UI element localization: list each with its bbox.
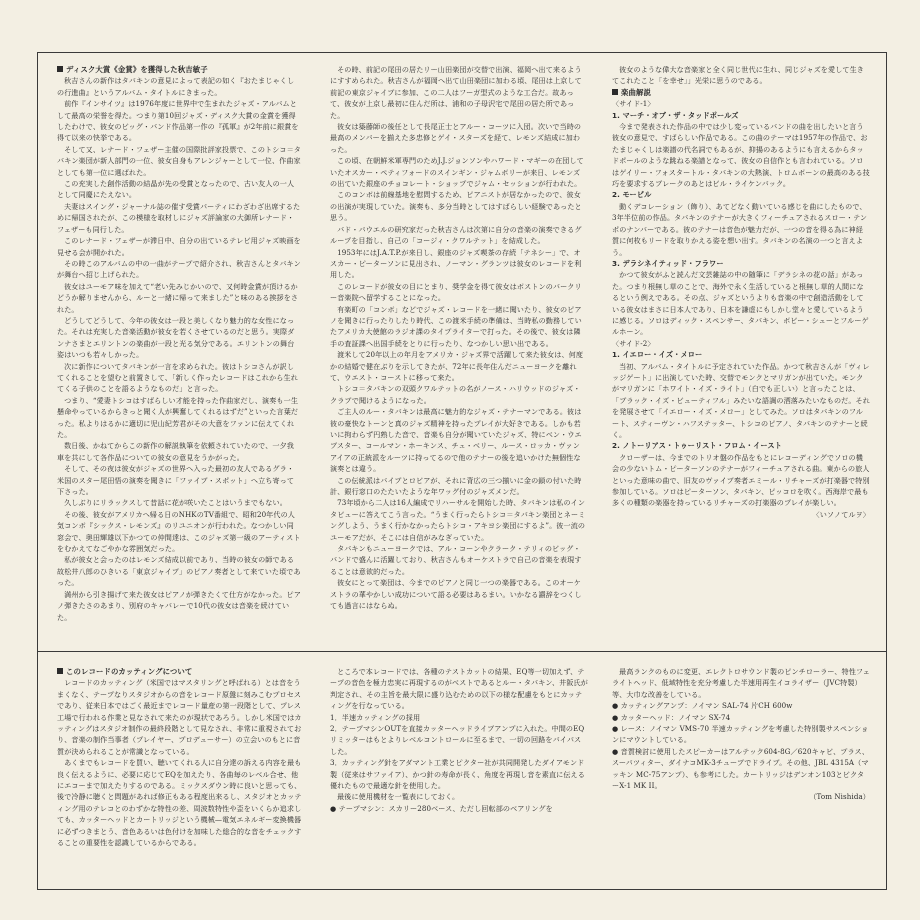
side-2-label: 〈サイド-2〉 [612, 338, 655, 348]
paragraph: 彼女は築藤師の後任として長尾正士とアルー・コーツに入団。次いで当時の最高のメンバーを揃えた多忠修とゲイ・スターズを経て、レモンズ結成に加わった。 [330, 122, 582, 154]
paragraph: 最高ランクのものに変更、エレクトロサウンド製のピンチローラー、特性フェライトヘッド、低域特性を充分考慮した半速用再生イコライザー（JVC特製）等、大巾な改善をしている。 [612, 667, 870, 699]
equipment-item: ● カッターヘッド：ノイマン SX-74 [612, 712, 731, 722]
paragraph: ところで本レコードでは、各種のテストカットの結果、EQ等一切加えず、テープの音色を極力忠実に再現するのがベストであるとルー・タバキン、井阪氏が判定され、その主旨を最大限に盛り込むための以下の様な配慮をもとにカッティングを行なっている。 [330, 667, 588, 711]
paragraph: 73年頃から二人は16人編成でリハーサルを開始した時、タバキンは私のインタビューに答えてこう言った。“うまく行ったらトシコ＝タバキン楽団とネーミングしよう、うまく行かなかったらトシコ・アキヨシ楽団にするよ”。彼一流のユーモアだが、そこには自信がみなぎっていた。 [330, 498, 586, 542]
paragraph: 1953年にはJ.A.T.P.が来日し、銀座のジャズ喫茶の存続「テネシー」で、オスカー・ピーターソンに見出され、ノーマン・グランツは彼女のレコードを利用した。 [330, 247, 582, 280]
paragraph: 満州から引き揚げて来た彼女はピアノが弾きたくて仕方がなかった。ピアノ弾きたさのあまり、別府のキャバレーで10代の彼女は音楽を続けていた。 [57, 589, 301, 622]
paragraph: タバキンもニューヨークでは、アル・コーンやクラーク・テリィのビッグ・バンドで盛んに活躍しており、秋吉さんもオーケストラで自己の音楽を表現することは意欲的だった。 [330, 544, 582, 576]
author-signature: 〈いソノてルヲ〉 [812, 509, 870, 519]
track-title: 3. デラシネイティッド・フラワー [612, 258, 724, 268]
track-title: 2. モービル [612, 190, 652, 200]
paragraph: このレナード・フェザーが滞日中、自分の出ているテレビ用ジャズ映画を見せる会が開かれた。 [57, 236, 301, 257]
paragraph: 最後に使用機材を一覧表にしておく。 [337, 792, 460, 802]
paragraph: 彼女のような偉大な音楽家と全く同じ世代に生れ、同じジャズを愛して生きてこれたこと「を幸せ」」光栄に思うのである。 [612, 65, 864, 86]
track-description: クローザーは、今までのトリオ盤の作品をもとにレコーディングでソロの機会の少ないトム・ピーターソンのテナーがフィーチュアされる曲。東からの旅人といった意味の曲で、旧友のヴァイブ奏者エミール・リチャーズが打楽器で特別参加している。ソロはピーターソン、タバキン、ピッコロを吹く。西海岸で最も多くの種類の楽器を持っているリチャーズの打楽器のプレイが楽しい。 [612, 452, 870, 508]
square-bullet-icon [57, 668, 63, 674]
paragraph: 有楽町の「コンボ」などでジャズ・レコードを一緒に聞いたり、彼女のピアノを聞きに行ったりしたり時代、この渡米手続の準備は、当時私の勤務していたアメリカ大使館のラジオ課のタイプライターで打った。その後で、彼女は隣手の査証課へ出国手続をとりに行ったり、なつかしい思い出である。 [330, 304, 582, 348]
cutting-method-list [330, 712, 588, 792]
equipment-item: ● 音質検討に使用したスピーカーはアルテック604-8G／620キャビ、プラス、スーパツィター、ダイナコMK-3チューブでドライブ。その他、JBL 4315A（マッキン MC-75アンプ）、も参考にした。カートリッジはデンオン103とビクターX-1 MK II。 [612, 746, 870, 791]
list-item: 3．カッティング針をアダマント工業とピクター社が共同開発したダイアモンド製（従来はサファイア）、かつ針の寿命が長く、角度を再現し音を素直に伝える優れたもので最適な針を使用した。 [330, 758, 585, 791]
paragraph: 久しぶりにリラックスして昔話に花が咲いたことはいうまでもない。 [64, 498, 287, 508]
paragraph: 私が彼女と会ったのはレモンズ結成以前であり、当時の彼女の師である故松井八郎のひきいる「東京ジャイブ」のピアノ奏者として来ていた頃であった。 [57, 555, 301, 588]
paragraph: 次に新作についてタバキンが一言を求められた。彼はトシコさんが訳してくれることを望むと前置きして、「新しく作ったレコードはこれから生れてくる子供のことを語るようなものだ」と言った。 [57, 361, 298, 394]
side-1-label: 〈サイド-1〉 [612, 99, 655, 109]
track-description: かつて彼女がふと読んだ文芸雑誌の中の随筆に「デラシネの花の話」があった。つまり根無し草のことで、海外で永く生活していると根無し草的人間になるという例えである。その点、ジャズというよりも音楽の中で創造活動をしている彼女はまさに日本人であり、日本を謙虚にもしかし堂々と愛しているように感じる。ソロはディック・スペンサー、タバキン、ボビー・シューとフルーゲルホーン。 [612, 270, 869, 337]
track-description: 動くデコレーション（飾り）、あてどなく動いている感じを曲にしたもので、3年半位前の作品。タバキンのテナーが大きくフィーチュアされるスロー・テンポのナンバーである。彼のテナーは音色が魅力だが、一つの音を得る為に神経質に何枚もリードを取りかえる姿を想い出す。タバキンの名演の一つと言えよう。 [612, 201, 868, 257]
paragraph: 夫妻はスイング・ジャーナル誌の催す受賞パーティにわざわざ出席するために帰国されたが、この模様を取材しにジャズ評論家の大御所レナード・フェザーも同行した。 [57, 201, 301, 234]
paragraph: 彼女にとって楽団は、今までのピアノと同じ一つの楽器である。このオーケストラの華やかしい成功について語る必要はあるまい。いかなる讃辞をつくしても過言にはならぬ。 [330, 578, 582, 611]
square-bullet-icon [612, 89, 618, 95]
paragraph: その時、前記の尾田の居たリー山田楽団が交替で出演、福岡へ出て来るようにすすめられた。秋吉さんが福岡へ出て山田楽団に加わる頃、尾田は上京して前記の東京ジャイブに参加、この二人はフーガ型式のような工合だ。故あって、彼女が上京し最初に住んだ所は、浦和の子母沢宅で尾田の居た所であった。 [330, 65, 582, 120]
track-description: 今まで発表された作品の中では少し変っているバンドの曲を出したいと言う彼女の意見で、すばらしい作品である。この曲のテーマは1957年の作品で、おたまじゃくしは楽譜の代名詞でもあるが、抑揚のあるようにも言えるからタッドポールのような跳ねる楽譜となって、彼女の自信作とも言われている。ソロはゲイリー・フォスタートル・タバキンの大熱演、トロムボーンの最高のある技巧を要求するブレークのあとはビル・ライケンバック。 [612, 122, 870, 189]
paragraph: その時このアルバムの中の一曲がテープで紹介され、秋吉さんとタバキンが舞台へ招じ上げられた。 [57, 258, 301, 280]
equipment-item: ● テープマシン：スカリー280ベース、ただし回転部のベアリングを [330, 803, 553, 813]
cutting-notes-col3 [612, 666, 870, 884]
paragraph: そして、その夜は彼女がジャズの世界へ入った最初の友人であるグラ・米国のスター尾田悟の演奏を聞きに「ファイブ・スポット」へ立ち寄って下さった。 [57, 464, 295, 497]
paragraph: 前作『インサイツ』は1976年度に世界中で生まれたジャズ・アルバムとして最高の栄誉を得た。つまり第10回ジャズ・ディスク大賞の金賞を獲得したわけで、彼女のビッグ・バンド作品第一作の『孤軍』が2年前に銀賞を得て以来の快挙である。 [57, 99, 299, 143]
cutting-heading: このレコードのカッティングについて [57, 666, 303, 677]
paragraph: 彼女はユーモア味を加えて“老い先みじかいので、又何時金賞が頂けるかどうか解りませんから、ルーと一緒に帰って来ました”と味のある挨拶をされた。 [57, 281, 299, 314]
track-notes-heading: 楽曲解説 [612, 87, 870, 98]
track-title: 2. ノトーリアス・トゥーリスト・フロム・イースト [612, 441, 782, 451]
square-bullet-icon [57, 66, 63, 72]
cutting-notes-col2 [330, 666, 588, 884]
paragraph: 秋吉さんの新作はタバキンの意見によって表記の如く『おたまじゃくしの行進曲』というアルバム・タイトルにきまった。 [57, 76, 295, 97]
paragraph: 数日後、かねてからこの新作の解説執筆を依頼されていたので、一夕我車を共にして各作品についての彼女の意見をうかがった。 [57, 441, 294, 462]
paragraph: 渡米して20年以上の年月をアメリカ・ジャズ界で活躍して来た彼女は、何度かの結婚で健在ぶりを示してきたが、72年に長年住んだニューヨークを離れて、ウエスト・コーストに移って来た。 [330, 350, 584, 382]
paragraph: その後、彼女がアメリカへ帰る日のNHKのTV番組で、昭和20年代の人気コンボ『シックス・レモンズ』のリユニオンが行われた。なつかしい同窓会で、奥田輝雄以下かつての仲間達は、このジャズ第一級のアーティストをむかえてなごやかな雰囲気だった。 [57, 509, 301, 554]
paragraph: つまり、“愛妻トシコはすばらしい才能を持った作曲家だし、演奏も一生懸命やっているからきっと聞く人が興奮してくれるはずだ”といった言葉だった。私よりはるかに適切に児山紀芳君がその大意をファンに伝えてくれた。 [57, 395, 299, 439]
track-title: 1. イエロー・イズ・メロー [612, 350, 703, 360]
paragraph: あくまでもレコードを買い、聴いてくれる人に自分達の訴える内容を最も良く伝えるように、必要に応じてEQを加えたり、各曲毎のレベル合せ、他にエコーまで加えたりするのである。ミックスダウン時に良いと思っても、後で冷静に聴くと問題があれば修正もある程度出来るし、スタジオとカッティング用のテレコとのわずかな特性の差、周波数特性や歪をいくらか追求しても、カッターヘッドとカートリッジという機械—電気エネルギー変換機器に必ずつきまとう、音色あるいは色付けを加味した総合的な音をチェックすることの重要性を認識しているからである。 [57, 758, 302, 848]
paragraph: この充実した創作活動の結晶が先の受賞となったので、古い友人の一人として同慶にたえない。 [57, 179, 295, 200]
paragraph: この頃、在朝鮮米軍専門のためJ.J.ジョンソンやハワード・マギーの在団していたオスカー・ペティフォードのスインギン・ジャムボリーが来日、レモンズの出ていた銀座のチョコレート・ショップでジャム・セッションが行われた。 [330, 156, 584, 189]
section-divider [37, 651, 887, 652]
article-heading: ディスク大賞《金賞》を獲得した秋吉敏子 [57, 64, 301, 75]
column-akiyoshi-article [57, 64, 301, 644]
column-track-notes [612, 64, 870, 644]
paragraph: そして又、レナード・フェザー主催の国際批評家投票で、このトシコ＝タバキン楽団が新人部門の一位、彼女自身もアレンジャーとして一位、作曲家としても第一位に選ばれた。 [57, 144, 301, 177]
author-signature: （Tom Nishida） [809, 792, 870, 802]
column-akiyoshi-article-cont [330, 64, 586, 644]
track-title: 1. マーチ・オブ・ザ・タッドポールズ [612, 110, 739, 120]
paragraph: どうしてどうして、今年の彼女は一段と美しくなり魅力的な女性になった。それは充実した音楽活動が彼女を若くさせているのだと思う。実際ダンナさまとエリントンの楽曲が一段と光る気分である。エリントンの舞台姿はいつも若々しかった。 [57, 315, 295, 360]
paragraph: このレコードが彼女の目にとまり、奨学金を得て彼女はボストンのバークリー音楽院へ留学することになった。 [330, 281, 582, 303]
paragraph: このコンボは前線基地を慰問するため、ピアニストが居なかったので、彼女の出演が実現していた。演奏も、多分当時としてはすばらしい経験であったと思う。 [330, 190, 582, 223]
paragraph: バド・パウエルの研究家だった秋吉さんは次第に自分の音楽の演奏できるグループを目指し、自己の「コージィ・クワルテット」を結成した。 [330, 224, 582, 246]
paragraph: トシコ＝タバキンの双頭クワルテットの名がノース・ハリウッドのジャズ・クラブで聞けるようになった。 [330, 384, 581, 405]
cutting-notes-col1 [57, 666, 303, 884]
list-item: 1．半速カッティングの採用 [330, 712, 421, 722]
equipment-item: ● カッティングアンプ：ノイマン SAL-74 片CH 600w [612, 701, 793, 711]
equipment-item: ● レース：ノイマン VMS-70 半速カッティングを考慮した特別製サスペンションにマウントしている。 [612, 724, 869, 745]
paragraph: レコードのカッティング（米国ではマスタリングと呼ばれる）とは音をうまくなく、テープなりスタジオからの音をレコード原盤に刻みこむプロセスであり、従来日本ではごく最近までレコード量産の第一段階として、プレス工場で行われる作業と見なされて来たのが現状であろう。しかし米国ではカッティングはスタジオ制作の最終段階として見なされ、非常に重視されており、音楽の制作当事者（プレイヤー、プロデューサー）の立会いのもとに音質が決められることが常識となっている。 [57, 678, 302, 756]
paragraph: この伝統派はバイブとロビアが、それに背広の三つ揃いに金の鎖の付いた時計、銀行窓口のたたいたような年ワッグ付のジャズメンだ。 [330, 475, 582, 497]
list-item: 2．テープマシンOUTを直接カッターヘッドライブアンプに入れた。中間のEQリミッターはもとよりレベルコントロールに至るまで、一切の回路をバイパスした。 [330, 724, 585, 756]
track-description: 当初、アルバム・タイトルに予定されていた作品。かつて秋吉さんが「ヴィレッジゲート」に出演していた時、交替でモンクとマリガンが出ていた。モンクがマリガンに「ホワイト・イズ・ライト」（白でも正しい）と言ったことは、「ブラック・イズ・ビューティフル」みたいな語調の洒落みたいなものだ。それを発展させて「イエロー・イズ・メロー」としてみた。ソロはタバキンのフルート、スティーヴン・ハフステッター、トシコのピアノ、タバキンのテナーと続く。 [612, 361, 870, 439]
paragraph: ご主人のルー・タバキンは最高に魅力的なジャズ・テナーマンである。彼は彼の豪快なトーンと真のジャズ精神を持ったプレイが大好きである。しかも若いに拘わらず円熟した音で、音楽も自分が聞いていたジャズ、特にベン・ウエブスター、コールマン・ホーキンス、チュ・ベリー、ルース・ロッカ・ヴァンアイアの正統派をルーツに持ってるので他のテナーの後を追いかけた無個性な演奏とは違う。 [330, 407, 582, 474]
